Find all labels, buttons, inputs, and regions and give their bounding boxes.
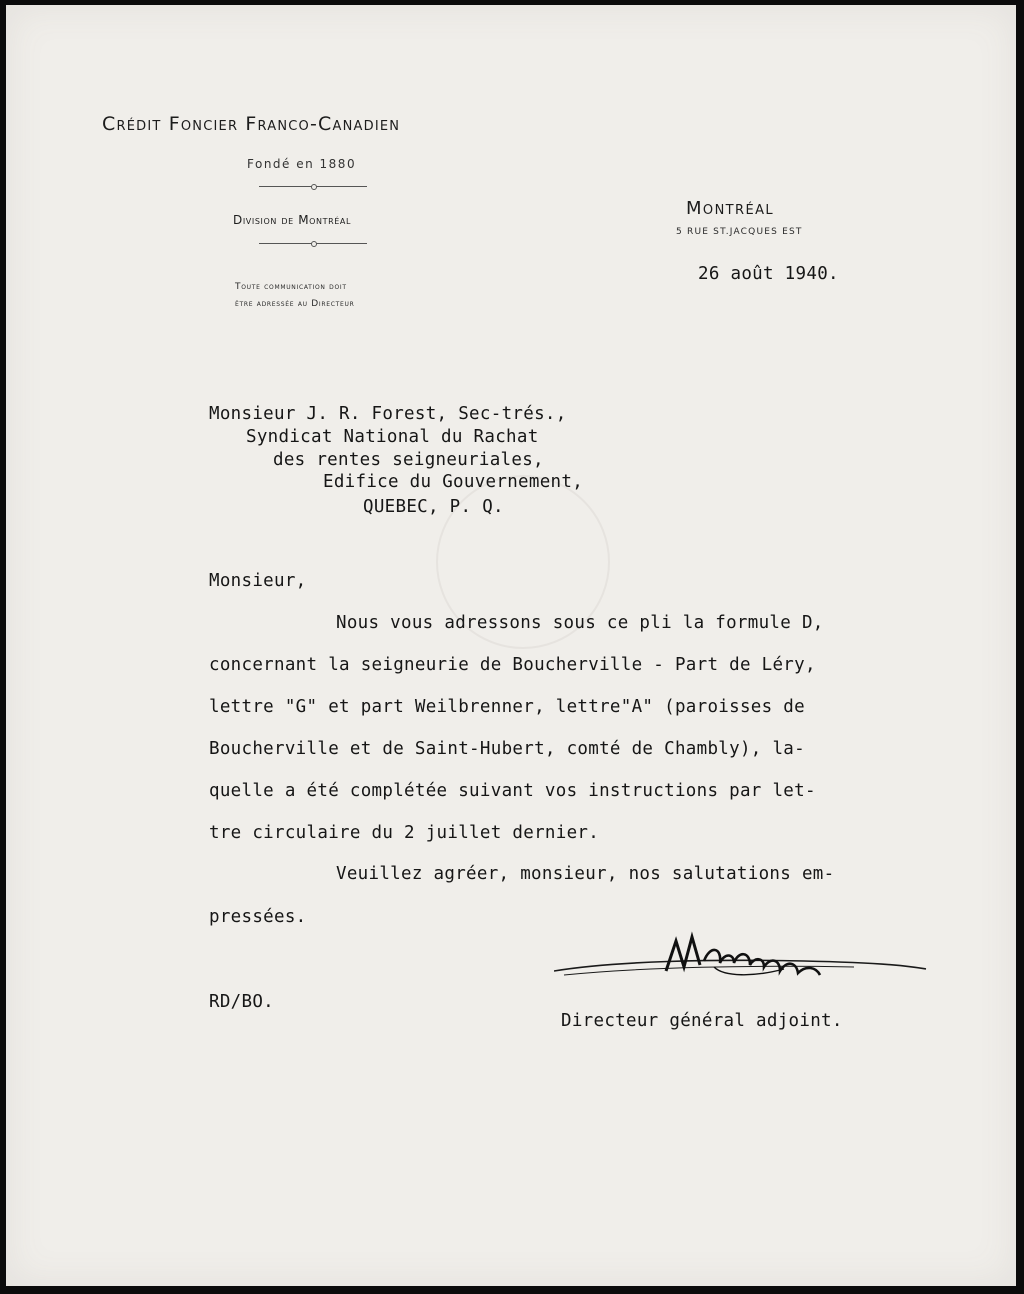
salutation: Monsieur, — [209, 571, 307, 591]
letter-page — [6, 5, 1016, 1286]
communication-note-line2: être adressée au Directeur — [235, 299, 355, 309]
street-address: 5 RUE ST.JACQUES EST — [676, 227, 803, 237]
recipient-line: QUEBEC, P. Q. — [363, 497, 504, 517]
reference-initials: RD/BO. — [209, 992, 275, 1012]
recipient-line: des rentes seigneuriales, — [273, 450, 544, 470]
divider-bottom — [259, 243, 367, 244]
body-line: Boucherville et de Saint-Hubert, comté de Chambly), la- — [209, 739, 805, 759]
closing-line: pressées. — [209, 907, 307, 927]
recipient-line: Monsieur J. R. Forest, Sec-trés., — [209, 404, 567, 424]
letter-date: 26 août 1940. — [698, 264, 839, 284]
body-line: Nous vous adressons sous ce pli la formule D, — [336, 613, 824, 633]
company-name: Crédit Foncier Franco-Canadien — [102, 113, 401, 135]
body-line: lettre "G" et part Weilbrenner, lettre"A" (paroisses de — [209, 697, 805, 717]
divider-top — [259, 186, 367, 187]
signer-title: Directeur général adjoint. — [561, 1011, 843, 1031]
founded-line: Fondé en 1880 — [247, 157, 357, 171]
body-line: concernant la seigneurie de Boucherville - Part de Léry, — [209, 655, 816, 675]
recipient-line: Edifice du Gouvernement, — [323, 472, 584, 492]
body-line: tre circulaire du 2 juillet dernier. — [209, 823, 600, 843]
division-name: Division de Montréal — [233, 213, 352, 227]
communication-note-line1: Toute communication doit — [235, 282, 347, 292]
handwritten-signature — [554, 901, 934, 1001]
city-name: Montréal — [686, 198, 775, 219]
closing-line: Veuillez agréer, monsieur, nos salutations em- — [336, 864, 835, 884]
body-line: quelle a été complétée suivant vos instructions par let- — [209, 781, 816, 801]
recipient-line: Syndicat National du Rachat — [246, 427, 539, 447]
